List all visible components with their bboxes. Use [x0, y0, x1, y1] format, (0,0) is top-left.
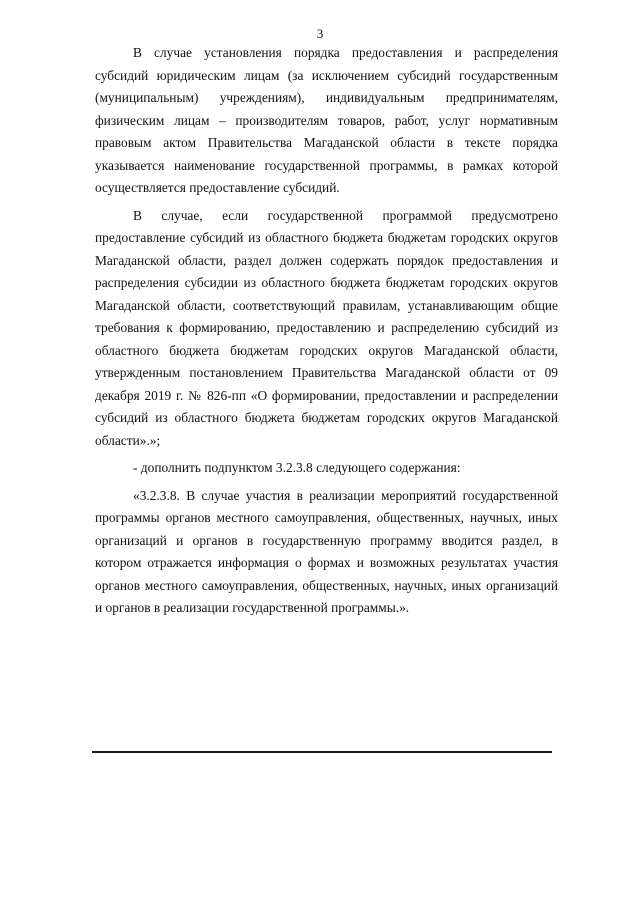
paragraph-subclause-3-2-3-8: «3.2.3.8. В случае участия в реализации мероприятий государственной программы органов местного самоуправления, общественных, научных, иных организаций и органов в государственную программу вводится раздел, в котором отражается информация о формах и возможных результатах участия органов местного самоуправления, общественных, научных, иных организаций и органов в реализации государственной программы.». [95, 487, 558, 615]
paragraph-subsidies-legal-entities: В случае установления порядка предоставления и распределения субсидий юридическим лицам (за исключением субсидий государственным (муниципальным) учреждениям), индивидуальным предпринимателям, физическим лицам – производителям товаров, работ, услуг нормативным правовым актом Правительства Магаданской области в тексте порядка указывается наименование государственной программы, в рамках которой осуществляется предоставление субсидий. [95, 45, 558, 195]
paragraph-subsidies-municipal-budgets: В случае, если государственной программой предусмотрено предоставление субсидий из областного бюджета бюджетам городских округов Магаданской области, раздел должен содержать порядок предоставления и распределения субсидии из областного бюджета бюджетам городских округов Магаданской области, соответствующий правилам, устанавливающим общие требования к формированию, предоставлению и распределению субсидий из областного бюджета бюджетам городских округов Магаданской области, утвержденным постановлением Правительства Магаданской области от 09 декабря 2019 г. № 826-пп «О формировании, предоставлении и распределении субсидий из областного бюджета бюджетам городских округов Магаданской области».»; [95, 207, 558, 448]
paragraph-add-subclause: - дополнить подпунктом 3.2.3.8 следующего содержания: [133, 460, 461, 475]
page-number: 3 [316, 26, 324, 41]
document-body [95, 42, 558, 625]
footer-divider-line [92, 751, 552, 753]
